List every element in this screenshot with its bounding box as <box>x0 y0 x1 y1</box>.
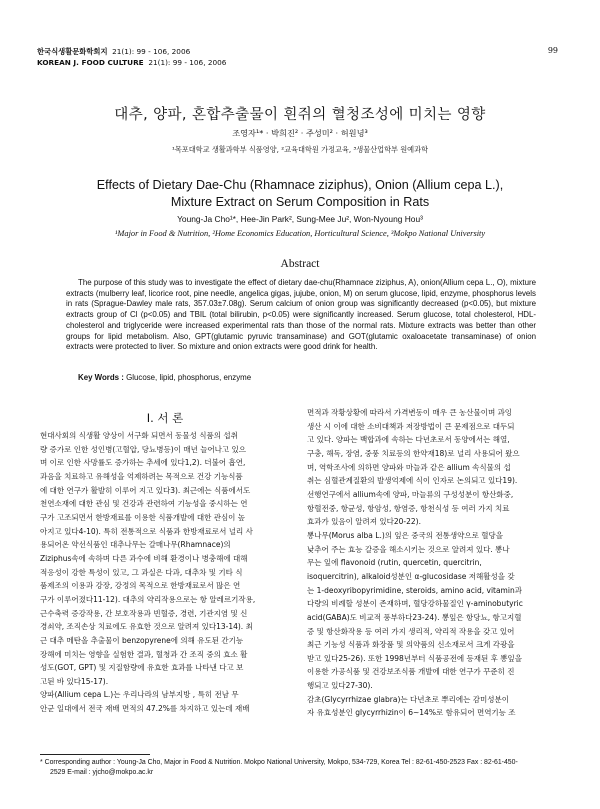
body-text-line: 낮추어 주는 효능 갈증을 해소시키는 것으로 알려져 있다. 뽕나 <box>307 544 510 554</box>
body-text-line: 품제조의 이용과 강장, 강정의 목적으로 한방재료로서 많은 연 <box>40 581 241 591</box>
body-text-line: 고 있다. 양파는 백합과에 속하는 다년초로서 동양에서는 해열, <box>307 435 510 445</box>
body-text-line: 뽕나무(Morus alba L.)의 잎은 중국의 전통생약으로 혈당을 <box>307 530 503 540</box>
title-english <box>0 177 600 211</box>
journal-name-ko: 한국식생활문화학회지 <box>37 47 108 56</box>
body-text-line: 며 이로 인한 사망률도 증가하는 추세에 있다1,2). 더불어 흡연, <box>40 458 246 468</box>
footnote-line-2: 2529 E-mail : yjcho@mokpo.ac.kr <box>50 769 154 776</box>
body-text-line: Ziziphus속에 속하며 다른 과수에 비해 환경이나 병충해에 대해 <box>40 553 248 563</box>
right-column <box>307 406 559 720</box>
footnote <box>40 758 560 778</box>
authors-korean: 조영자¹* · 박희진² · 주성미² · 허원녕³ <box>232 128 368 138</box>
body-text-line: 는 1-deoxyribopyrimidine, steroids, amino acid, vitamin과 <box>307 585 522 595</box>
keywords-label: Key Words : <box>78 373 124 382</box>
body-text-line: 무는 잎에 flavonoid (rutin, quercetin, quercitrin, <box>307 558 482 568</box>
body-text-line: 받고 있다25-26). 또한 1998년부터 식품공전에 등재된 후 뽕잎을 <box>307 653 523 663</box>
body-text-line: isoquercitrin), alkaloid성분인 α-glucosidase 저해활성을 갖 <box>307 571 515 581</box>
affiliations-english: ¹Major in Food & Nutrition, ²Home Economics Education, Horticultural Science, ³Mokpo National University <box>114 229 486 238</box>
body-text-line: 이용한 가공식품 및 건강보조식품 개발에 대한 연구가 꾸준히 진 <box>307 667 515 677</box>
left-column <box>40 429 293 716</box>
body-text-line: 근수축력 증강작용, 간 보호작용과 빈혈증, 경련, 기관지염 및 신 <box>40 608 248 618</box>
title-english-line-1: Effects of Dietary Dae-Chu (Rhamnace ziziphus), Onion (Allium cepa L.), <box>96 178 504 192</box>
authors-english: Young-Ja Cho¹*, Hee-Jin Park², Sung-Mee Ju², Won-Nyoung Hou³ <box>177 214 423 224</box>
body-text-line: 근 대추 메탄올 추출물이 benzopyrene에 의해 유도된 간기능 <box>40 635 244 645</box>
body-text-line: 면적과 작황상황에 따라서 가격변동이 매우 큰 농산물이며 과잉 <box>307 408 513 417</box>
footnote-line-1: * Corresponding author : Young-Ja Cho, Major in Food & Nutrition. Mokpo National University, Mokpo, 534-729, Korea Tel : 82-61-450-2523 Fax : 82-61-450- <box>40 759 518 766</box>
title-korean: 대추, 양파, 혼합추출물이 흰쥐의 혈청조성에 미치는 영향 <box>114 107 486 123</box>
body-text-line: 아지고 있다4-10). 특히 전통적으로 식품과 한방재료로서 널리 사 <box>40 526 253 536</box>
body-text-line: 최근 기능성 식품과 화장품 및 의약품의 신소재로서 크게 각광을 <box>307 640 515 650</box>
body-text-line: 항혈전중, 항균성, 항암성, 항염증, 항천식성 등 여러 가지 치료 <box>307 503 510 513</box>
body-text-line: 감초(Glycyrrhizae glabra)는 다년초로 뿌리에는 감미성분이 <box>307 694 509 704</box>
journal-info-en: 21(1): 99 - 106, 2006 <box>148 58 227 67</box>
body-text-line: 과음을 치료하고 유해성을 억제하려는 목적으로 건강 기능식품 <box>40 471 243 481</box>
footnote-rule <box>40 754 150 755</box>
title-english-line-2: Mixture Extract on Serum Composition in Rats <box>170 195 430 209</box>
body-text-line: 취는 심혈관계질환의 발생억제에 식이 인자로 논의되고 있다19). <box>307 476 518 486</box>
journal-header <box>37 46 226 68</box>
body-text-line: 장해에 미치는 영향을 실험한 결과, 혈청과 간 조직 중의 효소 활 <box>40 649 248 659</box>
body-text-line: 구가 고조되면서 한방재료를 이용한 식품개발에 대한 관심이 높 <box>40 512 246 522</box>
body-text-line: acid(GABA)도 비교적 풍부하다23-24). 뽕잎은 항당뇨, 항고지혈 <box>307 612 522 622</box>
body-text-line: 행되고 있다27-30). <box>307 681 373 691</box>
body-text-line: 선행연구에서 allium속에 양파, 마늘류의 구성성분이 항산화중, <box>307 489 514 499</box>
body-text-line: 현대사회의 식생활 양상이 서구화 되면서 동물성 식품의 섭취 <box>40 431 238 440</box>
page-number: 99 <box>547 46 558 55</box>
body-text-line: 양파(Allium cepa L.)는 우리나라의 남부지방 , 특히 전남 무 <box>40 690 239 700</box>
body-text-line: 에 대한 연구가 활발히 이루어 지고 있다3). 최근에는 식품에서도 <box>40 485 251 495</box>
body-text-line: 적응성이 강한 특성이 있고, 그 과실은 다과, 대추차 및 기타 식 <box>40 567 243 577</box>
body-text-line: 고된 바 있다15-17). <box>40 676 109 686</box>
body-text-line: 량 증가로 인한 성인병(고혈압, 당뇨병등)이 매년 늘어나고 있으 <box>40 444 247 454</box>
body-text-line: 증 및 항산화작용 등 여러 가지 생리적, 약리적 작용을 갖고 있어 <box>307 626 515 636</box>
body-text-line: 안군 일대에서 전국 재배 면적의 47.2%를 차지하고 있는데 재배 <box>40 704 250 714</box>
body-text-line: 효과가 있음이 알려져 있다20-22). <box>307 517 421 527</box>
keywords-list: Glucose, lipid, phosphorus, enzyme <box>126 373 252 382</box>
abstract-heading: Abstract <box>280 258 320 270</box>
body-text-line: 천연소재에 대한 관심 및 건강과 관련하여 기능성을 중시하는 연 <box>40 499 248 509</box>
body-text-line: 구충, 해독, 장염, 중풍 치료등의 한약재18)로 널리 사용되어 왔으 <box>307 448 520 458</box>
journal-info-ko: 21(1): 99 - 106, 2006 <box>112 47 191 56</box>
affiliations-korean: ¹목포대학교 생활과학부 식품영양, ²교육대학원 가정교육, ³생물산업학부 원예과학 <box>171 145 429 154</box>
body-text-line: 성도(GOT, GPT) 및 지질함량에 유효한 효과를 나타낸 다고 보 <box>40 663 244 673</box>
keywords <box>78 373 251 382</box>
body-text-line: 다량의 비례할 성분이 존재하며, 혈당강하물질인 γ-aminobutyric <box>307 599 523 609</box>
body-text-line: 자 유효성분인 glycyrrhizin이 6~14%로 함유되어 면역기능 조 <box>307 708 516 718</box>
body-text-line: 경쇠약, 조직손상 치료에도 유효한 것으로 알려져 있다13-14). 최 <box>40 622 253 632</box>
body-text-line: 구가 이루어졌다11-12). 대추의 약리작용으로는 항 알레르기작용, <box>40 594 256 604</box>
abstract-body: The purpose of this study was to investigate the effect of dietary dae-chu(Rhamnace ziziphus, A), onion(Allium cepa L., O), mixture extracts (mulberry leaf, licorice root, pine needle, angelica gigas, jujube, onion, M) on serum glucose, lipid, enzyme, phosphorus levels in rats (Sprague-Dawley male rats, 357.03±7.08g). Serum calcium of onion group was significantly decreased (p<0.05), but mixture extracts group of Cl (p<0.05) and TBIL (total bilirubin, p<0.05) were significantly increased. Serum glucose, total cholesterol, HDL-cholesterol and triglyceride were increased experimental rats than those of the normal rats. Mixture extracts was better than other groups for lipid metabolism. Also, GPT(glutamic pyruvic transaminase) and GOT(glutamic oxaloacetate transaminase) of onion extracts were protected to liver. So mixture and onion extracts were good drink for health. <box>66 278 536 352</box>
journal-name-en: KOREAN J. FOOD CULTURE <box>37 58 144 67</box>
body-text-line: 며, 역학조사에 의하면 양파와 마늘과 같은 allium 속식물의 섭 <box>307 462 511 472</box>
body-text-line: 생산 시 이에 대한 소비대책과 저장방법이 큰 문제점으로 대두되 <box>307 421 515 431</box>
section-heading-introduction: Ⅰ. 서 론 <box>146 411 184 425</box>
body-text-line: 용되어온 약선식품인 대추나무는 갈매나무(Rhamnace)의 <box>40 540 231 550</box>
